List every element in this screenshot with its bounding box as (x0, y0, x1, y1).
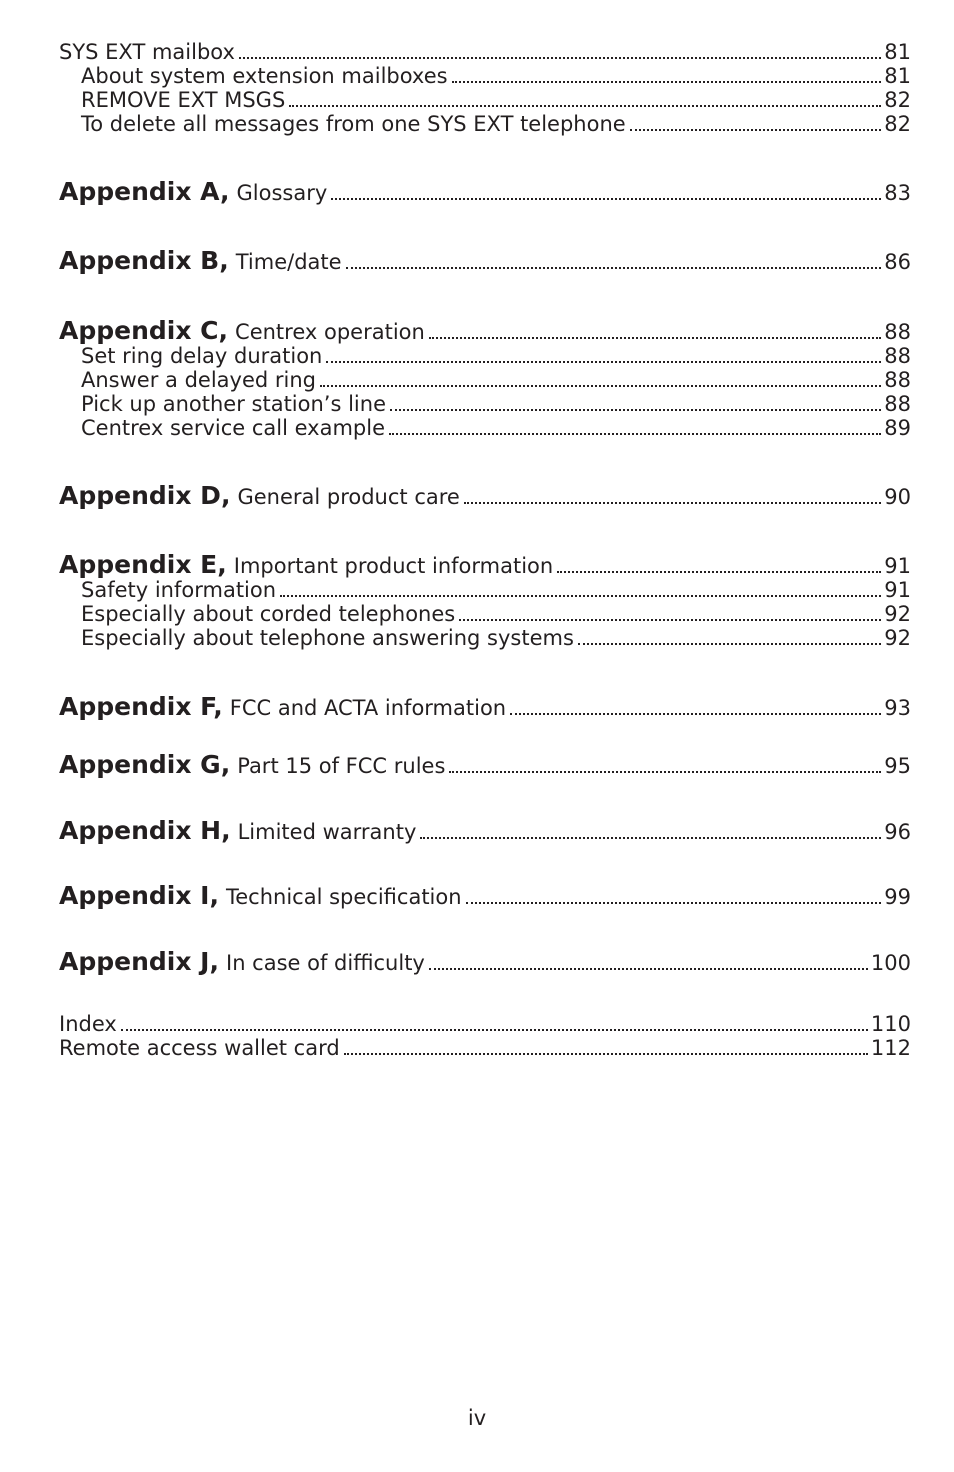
toc-page-number: 100 (870, 951, 911, 975)
toc-entry-title: To delete all messages from one SYS EXT telephone (81, 112, 626, 136)
toc-entry-centrex-service-call-example[interactable] (81, 416, 911, 441)
toc-entry-remove-ext-msgs[interactable] (81, 88, 911, 113)
appendix-title: General product care (237, 485, 460, 509)
toc-entry-index[interactable] (59, 1012, 911, 1037)
toc-entry-remote-access-wallet-card[interactable] (59, 1036, 911, 1061)
appendix-title: Part 15 of FCC rules (237, 754, 446, 778)
appendix-heading: Appendix H, (59, 816, 231, 845)
toc-page-number: 93 (884, 696, 911, 720)
toc-entry-title: REMOVE EXT MSGS (81, 88, 286, 112)
appendix-heading: Appendix B, (59, 246, 229, 275)
toc-page-number: 95 (884, 754, 911, 778)
toc-page-number: 92 (884, 602, 911, 626)
appendix-title: In case of difficulty (226, 951, 425, 975)
toc-appendix-g[interactable] (59, 750, 911, 781)
toc-page-number: 99 (884, 885, 911, 909)
dot-leader (390, 408, 881, 411)
toc-entry-title: Index (59, 1012, 117, 1036)
toc-page-number: 86 (884, 250, 911, 274)
toc-entry-corded-telephones[interactable] (81, 602, 911, 627)
dot-leader (464, 501, 881, 504)
dot-leader (449, 770, 881, 773)
toc-page-number: 112 (870, 1036, 911, 1060)
appendix-heading: Appendix C, (59, 316, 229, 345)
toc-appendix-f[interactable] (59, 692, 911, 723)
toc-page-number: 88 (884, 392, 911, 416)
dot-leader (121, 1028, 868, 1031)
dot-leader (429, 967, 868, 970)
dot-leader (346, 266, 882, 269)
appendix-heading: Appendix F, (59, 692, 223, 721)
toc-page-number: 88 (884, 368, 911, 392)
dot-leader (389, 432, 881, 435)
appendix-heading: Appendix I, (59, 881, 219, 910)
toc-appendix-a[interactable] (59, 177, 911, 208)
toc-page-number: 88 (884, 320, 911, 344)
toc-page-number: 81 (884, 64, 911, 88)
toc-entry-title: Especially about corded telephones (81, 602, 456, 626)
dot-leader (326, 360, 881, 363)
toc-entry-title: SYS EXT mailbox (59, 40, 235, 64)
appendix-title: Glossary (236, 181, 328, 205)
toc-page-number: 81 (884, 40, 911, 64)
appendix-title: Important product information (233, 554, 554, 578)
toc-appendix-h[interactable] (59, 816, 911, 847)
appendix-title: Limited warranty (237, 820, 417, 844)
appendix-title: Technical specification (226, 885, 462, 909)
appendix-title: FCC and ACTA information (229, 696, 507, 720)
toc-entry-title: Pick up another station’s line (81, 392, 386, 416)
toc-page-number: 82 (884, 88, 911, 112)
toc-entry-answer-delayed-ring[interactable] (81, 368, 911, 393)
dot-leader (239, 56, 881, 59)
toc-entry-about-system-extension-mailboxes[interactable] (81, 64, 911, 89)
toc-page-number: 91 (884, 554, 911, 578)
dot-leader (429, 336, 881, 339)
toc-entry-telephone-answering-systems[interactable] (81, 626, 911, 651)
toc-entry-sys-ext-mailbox[interactable] (59, 40, 911, 65)
dot-leader (466, 901, 882, 904)
toc-entry-safety-information[interactable] (81, 578, 911, 603)
dot-leader (578, 642, 881, 645)
toc-page-number: 82 (884, 112, 911, 136)
toc-entry-title: Set ring delay duration (81, 344, 323, 368)
dot-leader (557, 570, 881, 573)
toc-page-number: 91 (884, 578, 911, 602)
appendix-title: Time/date (235, 250, 342, 274)
toc-entry-title: Centrex service call example (81, 416, 385, 440)
appendix-heading: Appendix G, (59, 750, 231, 779)
dot-leader (280, 594, 881, 597)
dot-leader (630, 128, 882, 131)
page-folio: iv (467, 1406, 487, 1430)
toc-appendix-b[interactable] (59, 246, 911, 277)
appendix-heading: Appendix D, (59, 481, 231, 510)
appendix-heading: Appendix A, (59, 177, 230, 206)
dot-leader (344, 1052, 868, 1055)
toc-appendix-i[interactable] (59, 881, 911, 912)
toc-entry-set-ring-delay-duration[interactable] (81, 344, 911, 369)
toc-entry-title: Especially about telephone answering systems (81, 626, 574, 650)
toc-entry-title: Remote access wallet card (59, 1036, 340, 1060)
toc-appendix-c[interactable] (59, 316, 911, 347)
dot-leader (452, 80, 882, 83)
dot-leader (331, 197, 881, 200)
appendix-heading: Appendix J, (59, 947, 219, 976)
toc-appendix-j[interactable] (59, 947, 911, 978)
toc-page-number: 88 (884, 344, 911, 368)
toc-page-number: 90 (884, 485, 911, 509)
toc-entry-title: Safety information (81, 578, 277, 602)
toc-page-number: 89 (884, 416, 911, 440)
toc-page-number: 96 (884, 820, 911, 844)
dot-leader (459, 618, 881, 621)
toc-appendix-e[interactable] (59, 550, 911, 581)
toc-page-number: 83 (884, 181, 911, 205)
toc-entry-delete-all-messages[interactable] (81, 112, 911, 137)
toc-entry-title: About system extension mailboxes (81, 64, 448, 88)
toc-entry-title: Answer a delayed ring (81, 368, 316, 392)
dot-leader (320, 384, 881, 387)
appendix-title: Centrex operation (235, 320, 425, 344)
toc-entry-pick-up-another-line[interactable] (81, 392, 911, 417)
dot-leader (289, 104, 881, 107)
toc-page-number: 110 (870, 1012, 911, 1036)
dot-leader (420, 836, 881, 839)
toc-page-number: 92 (884, 626, 911, 650)
dot-leader (510, 712, 881, 715)
toc-appendix-d[interactable] (59, 481, 911, 512)
appendix-heading: Appendix E, (59, 550, 227, 579)
